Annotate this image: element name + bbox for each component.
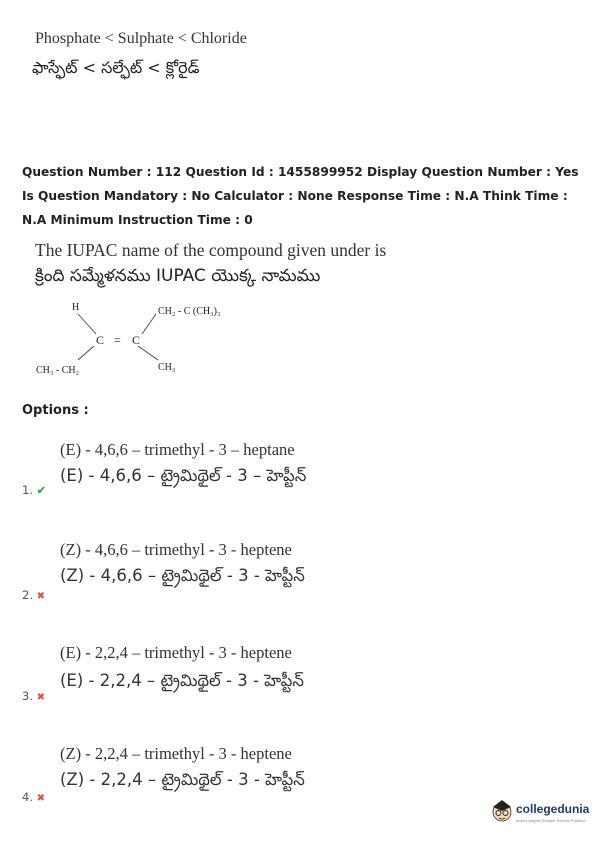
structure-bottom-left: CH₃ - CH₂ [36,365,80,376]
bond-ethyl [78,346,94,360]
cross-icon: ✖ [36,692,46,703]
option-3-telugu: (E) - 2,2,4 – ట్రైమిథైల్ - 3 - హెప్టీన్ [60,671,304,690]
logo-wordmark: collegedunia [516,802,590,816]
structure-double-bond: = [114,333,121,347]
cross-icon: ✖ [36,793,46,804]
option-1-number: 1. [22,483,33,497]
option-3-number: 3. [22,689,33,703]
student-mascot-icon [490,798,514,828]
option-4-telugu: (Z) - 2,2,4 – ట్రైమిథైల్ - 3 - హెప్టీన్ [60,770,305,789]
structure-bottom-right: CH₃ [158,362,176,373]
bond-methyl [138,346,158,360]
previous-answer-telugu: ఫాస్ఫేట్ < సల్ఫేట్ < క్లోరైడ్ [32,58,200,77]
question-meta: Question Number : 112 Question Id : 1455899952 Display Question Number : Yes Is Question Mandatory : No Calculator : None Response Time : N.A Think Time : N.A Minimum Instruction Time : 0 [22,165,579,227]
structure-h: H [72,302,80,313]
bond-top-right [142,314,156,334]
options-label: Options : [22,403,89,418]
question-stem-english: The IUPAC name of the compound given under is [35,240,387,260]
logo-tagline: India's largest Student Review Platform [516,818,586,823]
option-1-english: (E) - 4,6,6 – trimethyl - 3 – heptane [60,440,295,459]
structure-c2: C [132,333,141,347]
option-4-number: 4. [22,790,33,804]
question-stem-telugu: క్రింది సమ్మేళనము IUPAC యొక్క నామము [35,266,321,286]
option-1-telugu: (E) - 4,6,6 – ట్రైమిథైల్ - 3 – హెప్టీన్ [60,466,307,485]
option-2-marker[interactable] [22,588,45,602]
previous-answer-english: Phosphate < Sulphate < Chloride [35,30,247,47]
option-3-english: (E) - 2,2,4 – trimethyl - 3 - heptene [60,643,292,662]
option-4-marker[interactable] [22,790,45,804]
structure-c1: C [96,333,105,347]
bond-h [78,314,96,334]
option-2-english: (Z) - 4,6,6 – trimethyl - 3 - heptene [60,540,292,559]
option-1-marker[interactable] [22,483,46,497]
cross-icon: ✖ [36,591,46,602]
collegedunia-logo[interactable] [490,796,590,832]
compound-structure [30,298,280,380]
option-3-marker[interactable] [22,689,45,703]
check-icon: ✔ [36,483,47,497]
structure-top-right: CH₂ - C (CH₃)₃ [158,306,221,317]
option-4-english: (Z) - 2,2,4 – trimethyl - 3 - heptene [60,744,292,763]
option-2-number: 2. [22,588,33,602]
option-2-telugu: (Z) - 4,6,6 – ట్రైమిథైల్ - 3 - హెప్టీన్ [60,566,305,585]
